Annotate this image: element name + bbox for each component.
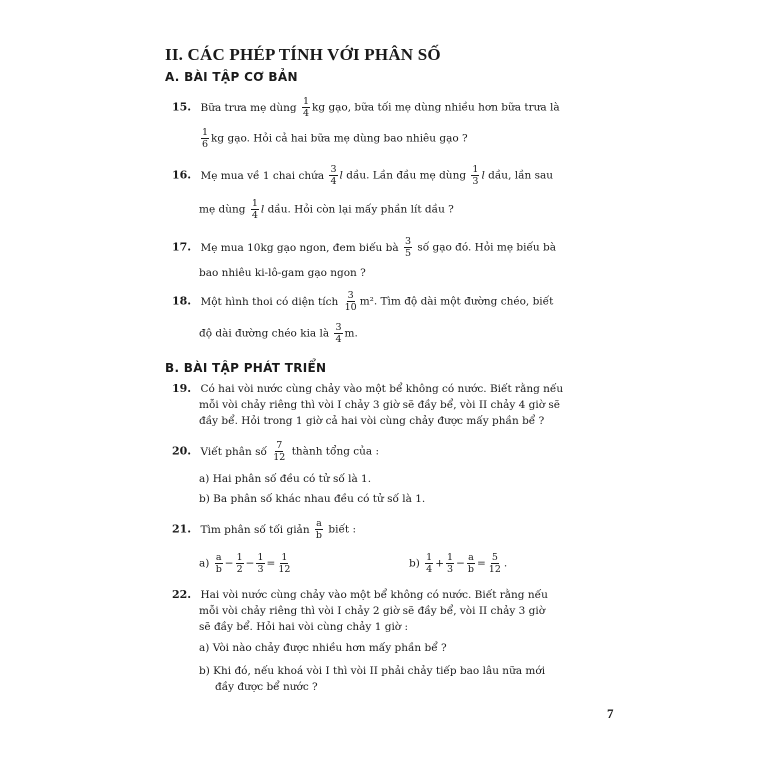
page-number: 7 (607, 706, 614, 721)
problem-22-line-2: mỗi vòi chảy riêng thì vòi I chảy 2 giờ sẽ đầy bể, vòi II chảy 3 giờ (199, 605, 546, 617)
fraction: $\frac{a}{b}$ (467, 552, 474, 575)
problem-22-line-1: 22. Hai vòi nước cùng chảy vào một bể không có nước. Biết rằng nếu (172, 588, 548, 601)
fraction: $\frac{1}{2}$ (236, 552, 243, 575)
fraction: $\frac{3}{5}$ (404, 236, 412, 259)
fraction: $\frac{1}{4}$ (302, 96, 310, 119)
problem-15-number: 15. (172, 100, 192, 114)
problem-17-number: 17. (172, 240, 192, 254)
problem-20-line-1: 20. Viết phân số $\frac{7}{12}$ thành tổng của : (172, 440, 380, 463)
problem-22-line-3: sẽ đầy bể. Hỏi hai vòi cùng chảy 1 giờ : (199, 621, 408, 633)
fraction: $\frac{a}{b}$ (315, 518, 323, 541)
fraction: $\frac{1}{12}$ (278, 552, 291, 575)
problem-20-number: 20. (172, 444, 192, 458)
subsection-a-heading: A. BÀI TẬP CƠ BẢN (165, 70, 298, 84)
fraction: $\frac{1}{4}$ (426, 552, 433, 575)
problem-21-part-b: b) $\frac{1}{4}$ + $\frac{1}{3}$ − $\frac{a}{b}$ = $\frac{5}{12}$ . (409, 552, 508, 575)
problem-17-line-1: 17. Mẹ mua 10kg gạo ngon, đem biếu bà $\frac{3}{5}$ số gạo đó. Hỏi mẹ biếu bà (172, 236, 556, 259)
problem-21-number: 21. (172, 522, 192, 536)
fraction: $\frac{3}{10}$ (344, 290, 357, 313)
problem-22-part-b-line-2: đầy được bể nước ? (215, 681, 318, 693)
problem-20-part-b: b) Ba phân số khác nhau đều có tử số là 1. (199, 493, 426, 505)
fraction: $\frac{1}{3}$ (447, 552, 454, 575)
problem-22-part-a: a) Vòi nào chảy được nhiều hơn mấy phần bể ? (199, 642, 447, 654)
fraction: $\frac{1}{4}$ (251, 198, 258, 221)
problem-18-number: 18. (172, 294, 192, 308)
problem-19-line-3: đầy bể. Hỏi trong 1 giờ cả hai vòi cùng chảy được mấy phần bể ? (199, 415, 545, 427)
problem-22-part-b-line-1: b) Khi đó, nếu khoá vòi I thì vòi II phải chảy tiếp bao lâu nữa mới (199, 665, 546, 677)
fraction: $\frac{7}{12}$ (273, 440, 286, 463)
subsection-b-heading: B. BÀI TẬP PHÁT TRIỂN (165, 361, 327, 375)
fraction: $\frac{1}{3}$ (257, 552, 264, 575)
section-title: II. CÁC PHÉP TÍNH VỚI PHÂN SỐ (165, 45, 441, 64)
fraction: $\frac{3}{4}$ (335, 322, 342, 345)
problem-16-number: 16. (172, 168, 192, 182)
problem-20-part-a: a) Hai phân số đều có tử số là 1. (199, 473, 372, 485)
problem-19-line-2: mỗi vòi chảy riêng thì vòi I chảy 3 giờ sẽ đầy bể, vòi II chảy 4 giờ sẽ (199, 399, 560, 411)
problem-22-number: 22. (172, 588, 192, 601)
problem-21-line-1: 21. Tìm phân số tối giản $\frac{a}{b}$ biết : (172, 518, 356, 541)
fraction: $\frac{1}{3}$ (472, 164, 479, 187)
fraction: $\frac{3}{4}$ (330, 164, 337, 187)
fraction: $\frac{a}{b}$ (215, 552, 222, 575)
problem-15-line-1: 15. Bữa trưa mẹ dùng $\frac{1}{4}$ kg gạo, bữa tối mẹ dùng nhiều hơn bữa trưa là (172, 96, 560, 119)
problem-19-line-1: 19. Có hai vòi nước cùng chảy vào một bể không có nước. Biết rằng nếu (172, 382, 564, 395)
fraction: $\frac{1}{6}$ (202, 127, 209, 150)
problem-21-part-a: a) $\frac{a}{b}$ − $\frac{1}{2}$ − $\frac{1}{3}$ = $\frac{1}{12}$ (199, 552, 291, 575)
problem-16-line-2: mẹ dùng $\frac{1}{4}$ l dầu. Hỏi còn lại mấy phần lít dầu ? (199, 198, 454, 221)
fraction: $\frac{5}{12}$ (488, 552, 501, 575)
problem-19-number: 19. (172, 382, 192, 395)
problem-17-line-2: bao nhiêu ki-lô-gam gạo ngon ? (199, 267, 366, 279)
problem-16-line-1: 16. Mẹ mua về 1 chai chứa $\frac{3}{4}$ l dầu. Lần đầu mẹ dùng $\frac{1}{3}$ l dầu, lần sau (172, 164, 554, 187)
problem-18-line-2: độ dài đường chéo kia là $\frac{3}{4}$ m. (199, 322, 358, 345)
problem-18-line-1: 18. Một hình thoi có diện tích $\frac{3}{10}$ m². Tìm độ dài một đường chéo, biết (172, 290, 554, 313)
problem-15-line-2: $\frac{1}{6}$ kg gạo. Hỏi cả hai bữa mẹ dùng bao nhiêu gạo ? (202, 127, 468, 150)
